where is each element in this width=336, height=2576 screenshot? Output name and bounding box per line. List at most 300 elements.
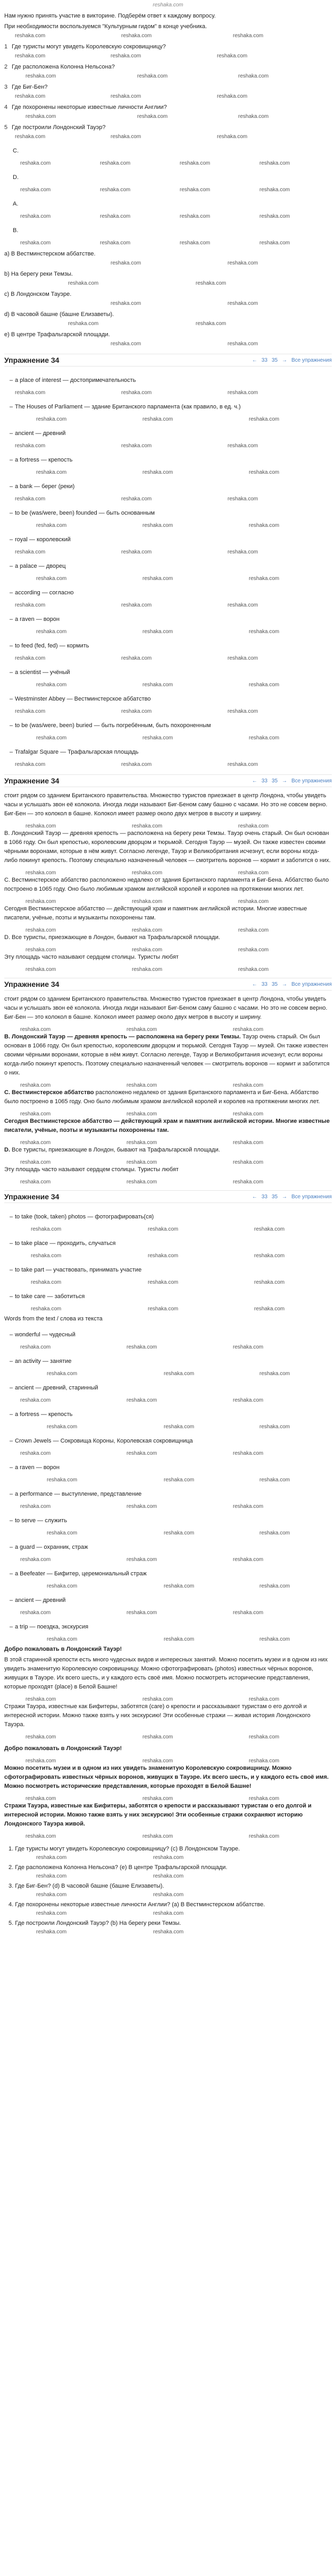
watermark-row [4,965,332,973]
watermark: reshaka.com [148,1306,179,1312]
bullet: – [10,563,13,569]
watermark-row [4,496,332,504]
watermark-row [4,897,332,905]
watermark-row [4,280,332,288]
watermark: reshaka.com [196,280,226,286]
text-body: Тауэр очень старый. Он был основан в 1066 году. Он был крепостью, королевским дворцом и тюрьмой. Сегодня Тауэр — музей. Он также известен своими чёрными воронами, которые в нём живут. Согласно легенде, Тауэр и Великобритания исчезнут, если вороны когда-либо покинут крепость. Поэтому специально назначенный человек — смотритель воронов — кормит и заботится о них. [4,1034,330,1076]
answer-option: A. [13,201,19,207]
watermark: reshaka.com [47,1477,78,1483]
watermark: reshaka.com [164,1424,195,1430]
arrow-left-icon[interactable]: ← [251,778,257,784]
final-answer: 5. Где построили Лондонский Тауэр? (b) На берегу реки Темзы. [9,1920,181,1926]
watermark: reshaka.com [36,1910,67,1916]
vocab-item [4,1511,332,1530]
watermark-row [4,822,332,829]
watermark: reshaka.com [164,1583,195,1589]
watermark: reshaka.com [26,899,56,905]
watermark: reshaka.com [15,93,46,99]
vocab-item [4,1260,332,1280]
watermark: reshaka.com [121,496,152,502]
vocab-item [4,1564,332,1583]
watermark: reshaka.com [233,1159,264,1165]
arrow-right-icon[interactable]: → [282,357,288,363]
watermark: reshaka.com [217,134,248,140]
text-paragraph [4,995,332,1022]
watermark: reshaka.com [254,1306,285,1312]
bullet: – [10,1571,13,1577]
watermark: reshaka.com [137,114,168,120]
watermark: reshaka.com [153,1929,184,1935]
vocab-text: a fortress — крепость [15,1411,73,1418]
watermark: reshaka.com [249,523,280,528]
watermark: reshaka.com [127,1451,157,1456]
watermark: reshaka.com [132,823,163,829]
watermark-row [4,260,332,268]
watermark-row [4,390,332,397]
watermark: reshaka.com [249,1734,280,1740]
watermark: reshaka.com [68,321,99,327]
vocab-item [4,743,332,762]
vocab-text: to be (was/were, been) founded — быть основанным [15,510,155,516]
watermark-row [4,1873,332,1881]
vocab-text: a guard — охранник, страж [15,1544,88,1550]
vocab-item [4,1207,332,1226]
watermark: reshaka.com [180,160,211,166]
translation-heading: Добро пожаловать в Лондонский Тауэр! [4,1646,122,1652]
vocab-item [4,583,332,602]
exercise-header [4,1190,332,1203]
watermark: reshaka.com [228,602,258,608]
watermark: reshaka.com [121,709,152,714]
watermark: reshaka.com [31,1253,62,1259]
watermark: reshaka.com [233,1397,264,1403]
next-exercise-link[interactable]: 35 [272,981,278,987]
text-paragraph [4,1117,332,1135]
watermark: reshaka.com [132,899,163,905]
watermark: reshaka.com [15,496,46,502]
vocab-item [4,1234,332,1253]
watermark-row [4,214,332,221]
watermark: reshaka.com [100,187,131,193]
text-paragraph [4,1033,332,1078]
text-paragraph [4,1146,332,1155]
watermark: reshaka.com [228,443,258,449]
vocab-item [4,371,332,390]
watermark: reshaka.com [233,1344,264,1350]
text-paragraph: стоит рядом со зданием Британского правительства. Множество туристов приезжает в центр Лондона, чтобы увидеть часы и услышать звон её колокола. Иногда люди называют Биг-Беном саму башню с часами. Но это не совсем верно. Биг-Бен — это колокол в башне. Колокол имеет размер около двух метров в высоту и ширину. [4,792,327,817]
bullet: – [10,749,13,755]
watermark-row [4,1530,332,1538]
exercise-header [4,354,332,366]
final-answers [4,1844,332,1937]
watermark: reshaka.com [31,1226,62,1232]
vocab-item [4,1538,332,1557]
vocab-item [4,716,332,735]
watermark: reshaka.com [127,1159,157,1165]
watermark: reshaka.com [180,214,211,219]
bullet: – [10,696,13,702]
watermark: reshaka.com [100,214,131,219]
question-number: 1 [4,44,8,50]
vocab-list [4,1207,332,1313]
bullet: – [10,1332,13,1338]
text-lead: B. Лондонский Тауэр — древняя крепость — расположена на берегу реки Темзы. [4,1034,241,1040]
watermark-row [4,93,332,101]
translation-text [4,1656,332,1740]
watermark: reshaka.com [153,1855,184,1861]
vocab-item [4,504,332,523]
translation-bold-paragraph: Добро пожаловать в Лондонский Тауэр! [4,1745,122,1752]
answer-line: a) В Вестминстерском аббатстве. [4,251,96,257]
vocab-text: a Beefeater — Бифитер, церемониальный страж [15,1571,147,1577]
watermark: reshaka.com [249,576,280,582]
exercise-nav [252,778,332,784]
watermark-row [4,945,332,953]
watermark: reshaka.com [15,602,46,608]
vocab-item [4,636,332,655]
watermark: reshaka.com [137,73,168,79]
watermark-row [4,1756,332,1764]
watermark: reshaka.com [26,927,56,933]
watermark-row [4,341,332,348]
watermark: reshaka.com [127,1344,157,1350]
watermark-row [4,1344,332,1352]
arrow-right-icon[interactable]: → [282,981,288,987]
watermark: reshaka.com [36,682,67,688]
bullet: – [10,1240,13,1247]
vocab-text: a scientist — учёный [15,669,70,676]
watermark-row [4,1138,332,1146]
exercise-nav [252,1194,332,1200]
watermark: reshaka.com [20,1557,51,1563]
translation-bold-paragraph: Можно посетить музеи и в одном из них увидеть знаменитую Королевскую сокровищницу. Можно сфотографировать известных чёрных воронов, живущих в Тауэре. Их всего шесть, и у каждого есть своё имя. Можно посмотреть исторические представления, которые проходят в Белой Башне! [4,1765,329,1789]
bullet: – [10,1358,13,1364]
watermark-row [4,523,332,530]
vocab-text: an activity — занятие [15,1358,72,1364]
watermark-row [4,576,332,583]
watermark-row [4,443,332,450]
watermark: reshaka.com [111,53,141,59]
bullet: – [10,510,13,516]
translation-paragraph: Стражи Тауэра, известные как Бифитеры, заботятся (care) о крепости и рассказывают туристам о его долгой и интересной истории. Можно также взять у них экскурсию! Эти особенные стражи — живая история Лондонского Тауэра. [4,1703,310,1728]
watermark: reshaka.com [180,240,211,246]
watermark: reshaka.com [36,523,67,528]
watermark: reshaka.com [127,1140,157,1146]
watermark: reshaka.com [148,1253,179,1259]
next-exercise-link[interactable]: 35 [272,1193,278,1200]
watermark-row [4,1583,332,1591]
watermark: reshaka.com [47,1583,78,1589]
question-text: Где расположена Колонна Нельсона? [12,64,115,70]
arrow-right-icon[interactable]: → [282,778,288,784]
watermark: reshaka.com [111,134,141,140]
watermark-row [4,240,332,248]
watermark: reshaka.com [217,53,248,59]
watermark: reshaka.com [228,709,258,714]
watermark-row [4,1910,332,1918]
answer-line: d) В часовой башне (башне Елизаветы). [4,311,114,318]
arrow-left-icon[interactable]: ← [251,357,257,363]
watermark: reshaka.com [142,470,173,475]
vocab-text: a bank — берег (реки) [15,483,75,490]
exercise-title: Упражнение 34 [4,777,60,785]
watermark: reshaka.com [26,73,56,79]
watermark: reshaka.com [20,1504,51,1509]
vocab-item [4,1617,332,1636]
watermark: reshaka.com [31,1280,62,1285]
watermark: reshaka.com [15,655,46,661]
text-body: стоит рядом со зданием Британского правительства. Множество туристов приезжает в центр Лондона, чтобы увидеть часы и услышать звон её колокола. Иногда люди называют Биг-Беном саму башню с часами. Но это не совсем верно. Биг-Бен — это колокол в башне. Колокол имеет размер около двух метров в высоту и ширину. [4,996,327,1020]
arrow-right-icon[interactable]: → [282,1193,288,1200]
watermark: reshaka.com [132,947,163,953]
vocab-item [4,1485,332,1504]
watermark: reshaka.com [259,160,290,166]
watermark: reshaka.com [121,762,152,767]
vocab-text: to serve — служить [15,1517,68,1524]
watermark-row [4,1557,332,1564]
prev-exercise-link[interactable]: 33 [261,357,268,363]
bullet: – [10,616,13,622]
watermark-row [4,1280,332,1287]
translation-bold-text [4,1744,332,1839]
watermark: reshaka.com [142,682,173,688]
vocab-list [4,1325,332,1644]
vocab-item [4,557,332,576]
final-answer: 2. Где расположена Колонна Нельсона? (e) В центре Трафальгарской площади. [9,1864,228,1871]
watermark: reshaka.com [228,762,258,767]
watermark: reshaka.com [100,160,131,166]
bullet: – [10,430,13,437]
text-paragraph [4,1088,332,1106]
bullet: – [10,590,13,596]
vocab-text: a raven — ворон [15,616,60,622]
watermark-row [4,602,332,610]
vocab-item [4,424,332,443]
prev-exercise-link[interactable]: 33 [261,778,268,784]
watermark-row [4,73,332,81]
watermark: reshaka.com [142,629,173,635]
text-paragraph [4,1165,332,1174]
watermark: reshaka.com [26,823,56,829]
watermark-row [4,1636,332,1644]
site-logo[interactable]: reshaka.com [153,2,183,8]
watermark: reshaka.com [142,1696,173,1702]
watermark-row [4,655,332,663]
answer-line: c) В Лондонском Тауэре. [4,291,72,297]
final-answer: 3. Где Биг-Бен? (d) В часовой башне (башне Елизаветы). [9,1883,164,1889]
watermark: reshaka.com [259,1477,290,1483]
watermark: reshaka.com [15,762,46,767]
watermark: reshaka.com [36,1855,67,1861]
watermark-row [4,868,332,876]
vocab-item [4,1458,332,1477]
watermark: reshaka.com [254,1280,285,1285]
watermark: reshaka.com [127,1504,157,1509]
watermark: reshaka.com [20,160,51,166]
watermark: reshaka.com [249,470,280,475]
exercise-nav [252,357,332,363]
next-exercise-link[interactable]: 35 [272,357,278,363]
prev-exercise-link[interactable]: 33 [261,1193,268,1200]
watermark-row [4,1025,332,1033]
bullet: – [10,1293,13,1300]
vocab-item [4,1287,332,1306]
vocab-text: a performance — выступление, представление [15,1491,142,1497]
bullet: – [10,1214,13,1220]
watermark: reshaka.com [254,1226,285,1232]
watermark: reshaka.com [259,240,290,246]
bullet: – [10,1464,13,1471]
arrow-left-icon[interactable]: ← [251,981,257,987]
next-exercise-link[interactable]: 35 [272,778,278,784]
bullet: – [10,1544,13,1550]
exercise-title: Упражнение 34 [4,356,60,364]
vocab-item [4,1352,332,1371]
vocab-text: The Houses of Parliament — здание Британского парламента (как правило, в ед. ч.) [15,404,241,410]
watermark: reshaka.com [20,1111,51,1117]
exercise-title: Упражнение 34 [4,1192,60,1201]
watermark: reshaka.com [26,114,56,120]
watermark: reshaka.com [196,321,226,327]
watermark: reshaka.com [36,1892,67,1898]
text-lead: D. [4,1147,10,1153]
watermark-row [4,1695,332,1702]
question-number: 3 [4,84,8,90]
question-number: 5 [4,124,8,131]
watermark: reshaka.com [111,301,141,306]
arrow-left-icon[interactable]: ← [251,1193,257,1200]
vocab-text: a trip — поездка, экскурсия [15,1624,89,1630]
watermark: reshaka.com [142,1833,173,1839]
watermark: reshaka.com [121,33,152,39]
watermark: reshaka.com [47,1636,78,1642]
vocab-text: to take place — проходить, случаться [15,1240,116,1247]
all-exercises-link[interactable]: Все упражнения [291,981,332,987]
watermark: reshaka.com [26,1696,56,1702]
watermark: reshaka.com [121,602,152,608]
text-paragraph: Сегодня Вестминстерское аббатство — действующий храм и памятник английской истории. Многие известные писатели, учёные, поэты и музыканты похоронены там. [4,906,307,921]
text-paragraph: D. Все туристы, приезжающие в Лондон, бывают на Трафальгарской площади. [4,934,220,941]
watermark: reshaka.com [15,134,46,140]
watermark: reshaka.com [233,1451,264,1456]
watermark: reshaka.com [238,967,269,973]
watermark: reshaka.com [148,1280,179,1285]
watermark: reshaka.com [121,549,152,555]
bullet: – [10,404,13,410]
watermark: reshaka.com [249,1796,280,1802]
watermark: reshaka.com [142,576,173,582]
question-item [4,81,332,93]
bullet: – [10,1597,13,1603]
bullet: – [10,1385,13,1391]
vocab-item [4,450,332,470]
watermark-row [4,1733,332,1740]
watermark: reshaka.com [26,1734,56,1740]
watermark: reshaka.com [132,927,163,933]
watermark-row [4,1178,332,1185]
vocab-text: a palace — дворец [15,563,66,569]
exercise-header [4,978,332,991]
watermark: reshaka.com [36,1873,67,1879]
watermark: reshaka.com [127,1111,157,1117]
vocab-text: Westminster Abbey — Вестминстерское аббатство [15,696,151,702]
watermark: reshaka.com [36,735,67,741]
watermark: reshaka.com [238,899,269,905]
quiz-answers [4,250,332,348]
watermark: reshaka.com [20,214,51,219]
watermark-row [4,629,332,636]
watermark-row [4,735,332,743]
vocab-item [4,1591,332,1610]
all-exercises-link[interactable]: Все упражнения [291,357,332,363]
exercise-nav [252,982,332,987]
watermark: reshaka.com [20,187,51,193]
vocab-text: wonderful — чудесный [15,1332,75,1338]
vocab-text: Trafalgar Square — Трафальгарская площадь [15,749,139,755]
watermark: reshaka.com [238,823,269,829]
quiz-options [4,141,332,248]
watermark: reshaka.com [249,682,280,688]
vocab-text: ancient — древний [15,430,66,437]
watermark: reshaka.com [20,1179,51,1185]
watermark: reshaka.com [259,1530,290,1536]
watermark: reshaka.com [15,443,46,449]
watermark: reshaka.com [249,416,280,422]
all-exercises-link[interactable]: Все упражнения [291,778,332,784]
intro-paragraph-1: Нам нужно принять участие в викторине. Подберём ответ к каждому вопросу. [4,13,216,19]
text-body: Эту площадь часто называют сердцем столицы. Туристы любят [4,1166,179,1173]
watermark: reshaka.com [111,341,141,347]
text-paragraph: Эту площадь часто называют сердцем столицы. Туристы любят [4,954,179,960]
watermark: reshaka.com [47,1371,78,1377]
watermark: reshaka.com [238,947,269,953]
watermark: reshaka.com [26,1758,56,1764]
watermark: reshaka.com [249,1833,280,1839]
watermark: reshaka.com [153,1910,184,1916]
final-answer: 1. Где туристы могут увидеть Королевскую сокровищницу? (c) В Лондонском Тауэре. [9,1846,240,1852]
watermark: reshaka.com [249,1758,280,1764]
watermark: reshaka.com [238,73,269,79]
text-paragraph: B. Лондонский Тауэр — древняя крепость — расположена на берегу реки Темзы. Тауэр очень старый. Он был основан в 1066 году. Он был крепостью, королевским дворцом и тюрьмой. Сегодня Тауэр — музей. Он также известен своими чёрными воронами, которые в нём живут. Согласно легенде, Тауэр и Великобритания исчезнут, если вороны когда-либо покинут крепость. Поэтому специально назначенный человек — смотритель воронов — кормит и заботится о них. [4,830,331,864]
all-exercises-link[interactable]: Все упражнения [291,1193,332,1200]
answer-line: e) В центре Трафальгарской площади. [4,331,110,338]
watermark: reshaka.com [217,93,248,99]
watermark-row [4,1397,332,1405]
question-item [4,61,332,73]
question-item [4,40,332,53]
bullet: – [10,457,13,463]
watermark: reshaka.com [142,1796,173,1802]
vocab-item [4,1431,332,1451]
bullet: – [10,377,13,383]
watermark: reshaka.com [20,1140,51,1146]
vocab-text: to feed (fed, fed) — кормить [15,643,89,649]
watermark: reshaka.com [127,1557,157,1563]
watermark: reshaka.com [20,240,51,246]
vocab-item [4,477,332,496]
watermark-row [4,53,332,61]
words-heading: Words from the text / слова из текста [4,1316,103,1322]
bullet: – [10,536,13,543]
question-number: 2 [4,64,8,70]
text-block [4,995,332,1185]
watermark: reshaka.com [249,735,280,741]
vocab-text: to take care — заботиться [15,1293,85,1300]
vocab-item [4,1405,332,1424]
watermark-row [4,682,332,689]
bullet: – [10,1438,13,1444]
prev-exercise-link[interactable]: 33 [261,981,268,987]
